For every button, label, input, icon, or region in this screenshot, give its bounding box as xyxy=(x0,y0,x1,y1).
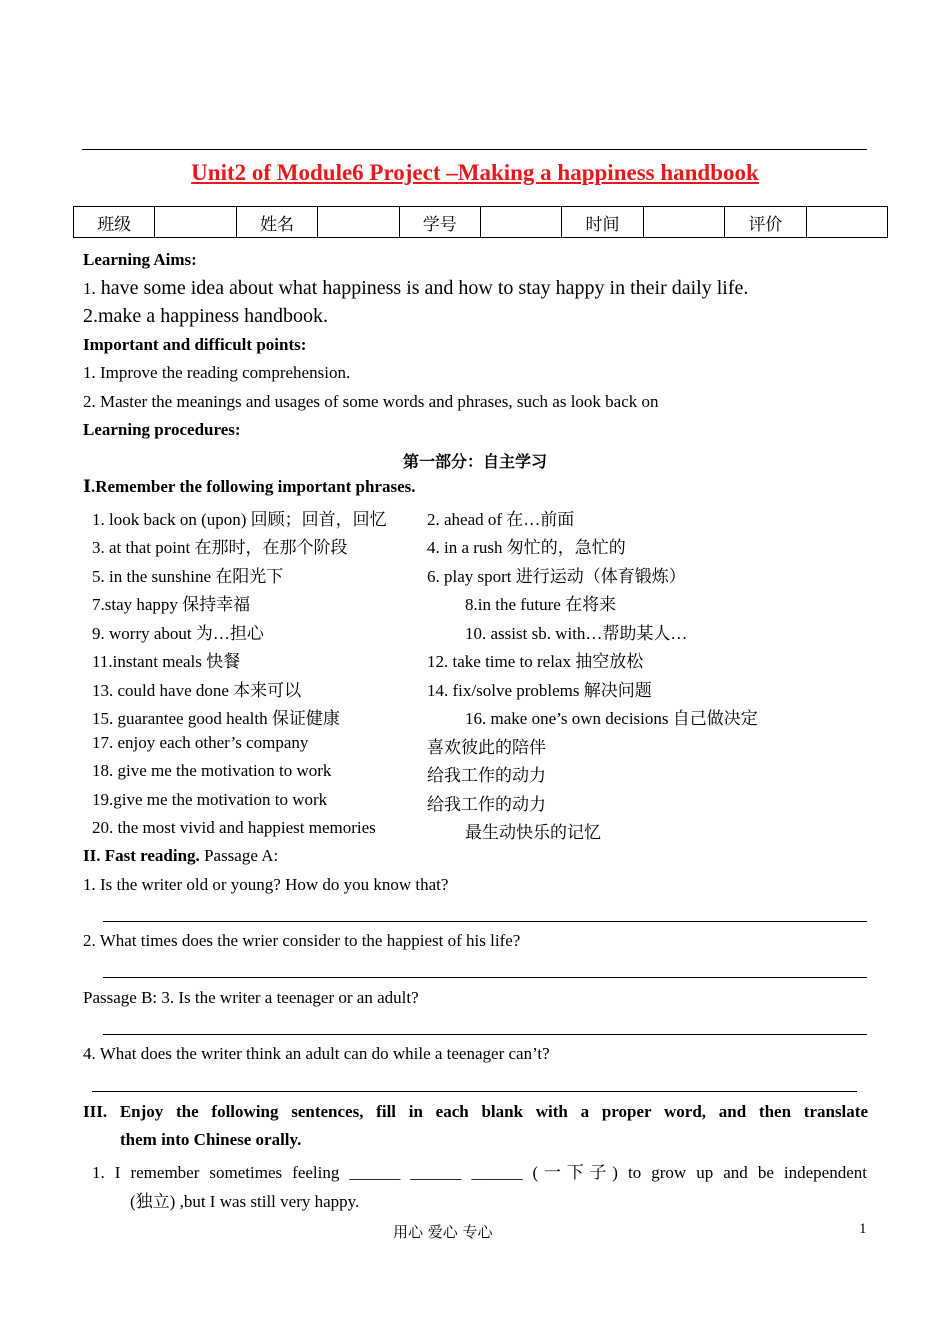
answer-line-4[interactable] xyxy=(92,1091,857,1092)
phrase-item-4: 4. in a rush 匆忙的，急忙的 xyxy=(427,538,626,557)
phrase-item-19-meaning: 给我工作的动力 xyxy=(427,795,546,814)
phrase-item-15: 15. guarantee good health 保证健康 xyxy=(92,709,340,728)
phrase-item-17-meaning: 喜欢彼此的陪伴 xyxy=(427,738,546,757)
phrase-item-3: 3. at that point 在那时，在那个阶段 xyxy=(92,538,348,557)
info-cell-name-label: 姓名 xyxy=(236,207,317,238)
info-cell-time-label: 时间 xyxy=(562,207,643,238)
aim-item-1-number: 1. xyxy=(83,279,96,298)
phrase-item-9: 9. worry about 为…担心 xyxy=(92,624,264,643)
procedures-heading: Learning procedures: xyxy=(83,420,241,439)
phrase-item-19: 19.give me the motivation to work xyxy=(92,790,328,809)
page-number: 1 xyxy=(859,1221,867,1237)
aim-item-1 xyxy=(83,277,748,300)
answer-line-3[interactable] xyxy=(103,1034,867,1035)
phrase-item-12: 12. take time to relax 抽空放松 xyxy=(427,652,644,671)
phrase-item-7: 7.stay happy 保持幸福 xyxy=(92,595,251,614)
question-2: 2. What times does the wrier consider to the happiest of his life? xyxy=(83,931,521,950)
phrase-item-6: 6. play sport 进行运动（体育锻炼） xyxy=(427,567,686,586)
answer-line-1[interactable] xyxy=(103,921,867,922)
footer-motto: 用心 爱心 专心 xyxy=(393,1223,493,1241)
section2-heading-tail: Passage A: xyxy=(199,846,279,865)
page-title: Unit2 of Module6 Project –Making a happiness handbook xyxy=(191,160,759,185)
part1-heading: 第一部分：自主学习 xyxy=(402,452,547,471)
section3-heading-line2: them into Chinese orally. xyxy=(120,1130,302,1149)
aim-item-2: 2.make a happiness handbook. xyxy=(83,305,328,327)
section2-heading-bold: II. Fast reading. xyxy=(83,846,200,865)
info-cell-class-value[interactable] xyxy=(155,207,236,238)
info-cell-id-value[interactable] xyxy=(480,207,561,238)
student-info-table xyxy=(73,206,888,238)
phrase-item-14: 14. fix/solve problems 解决问题 xyxy=(427,681,652,700)
phrase-item-13: 13. could have done 本来可以 xyxy=(92,681,302,700)
info-cell-grade-value[interactable] xyxy=(806,207,887,238)
aim-item-1-text: have some idea about what happiness is and how to stay happy in their daily life. xyxy=(95,277,749,299)
point-item-2: 2. Master the meanings and usages of some words and phrases, such as look back on xyxy=(83,392,659,411)
learning-aims-heading: Learning Aims: xyxy=(83,250,197,269)
phrase-item-18: 18. give me the motivation to work xyxy=(92,761,332,780)
phrase-item-20-meaning: 最生动快乐的记忆 xyxy=(465,823,601,842)
phrase-item-2: 2. ahead of 在…前面 xyxy=(427,510,575,529)
point-item-1: 1. Improve the reading comprehension. xyxy=(83,363,351,382)
phrase-item-16: 16. make one’s own decisions 自己做决定 xyxy=(465,709,758,728)
phrase-item-8: 8.in the future 在将来 xyxy=(465,595,617,614)
info-cell-grade-label: 评价 xyxy=(725,207,806,238)
section2-heading xyxy=(83,846,278,866)
info-cell-name-value[interactable] xyxy=(318,207,399,238)
section1-heading: Ⅰ.Remember the following important phrases. xyxy=(83,477,416,496)
points-heading: Important and difficult points: xyxy=(83,335,307,354)
section3-heading-line1: III. Enjoy the following sentences, fill in each blank with a proper word, and then translate xyxy=(83,1102,868,1121)
phrase-item-20: 20. the most vivid and happiest memories xyxy=(92,818,376,837)
phrase-item-10: 10. assist sb. with…帮助某人… xyxy=(465,624,688,643)
question-3: Passage B: 3. Is the writer a teenager or an adult? xyxy=(83,988,419,1007)
info-cell-time-value[interactable] xyxy=(643,207,724,238)
answer-line-2[interactable] xyxy=(103,977,867,978)
sentence-1-line2: (独立) ,but I was still very happy. xyxy=(130,1192,360,1211)
sentence-1-line1: 1. I remember sometimes feeling ______ ______ ______ (一下子) to grow up and be independent xyxy=(92,1163,867,1182)
question-1: 1. Is the writer old or young? How do you know that? xyxy=(83,875,449,894)
question-4: 4. What does the writer think an adult can do while a teenager can’t? xyxy=(83,1044,550,1063)
info-cell-class-label: 班级 xyxy=(74,207,155,238)
header-rule xyxy=(82,149,867,150)
phrase-item-17: 17. enjoy each other’s company xyxy=(92,733,309,752)
phrase-item-5: 5. in the sunshine 在阳光下 xyxy=(92,567,284,586)
info-cell-id-label: 学号 xyxy=(399,207,480,238)
phrase-item-18-meaning: 给我工作的动力 xyxy=(427,766,546,785)
phrase-item-1: 1. look back on (upon) 回顾；回首，回忆 xyxy=(92,510,387,529)
phrase-item-11: 11.instant meals 快餐 xyxy=(92,652,241,671)
